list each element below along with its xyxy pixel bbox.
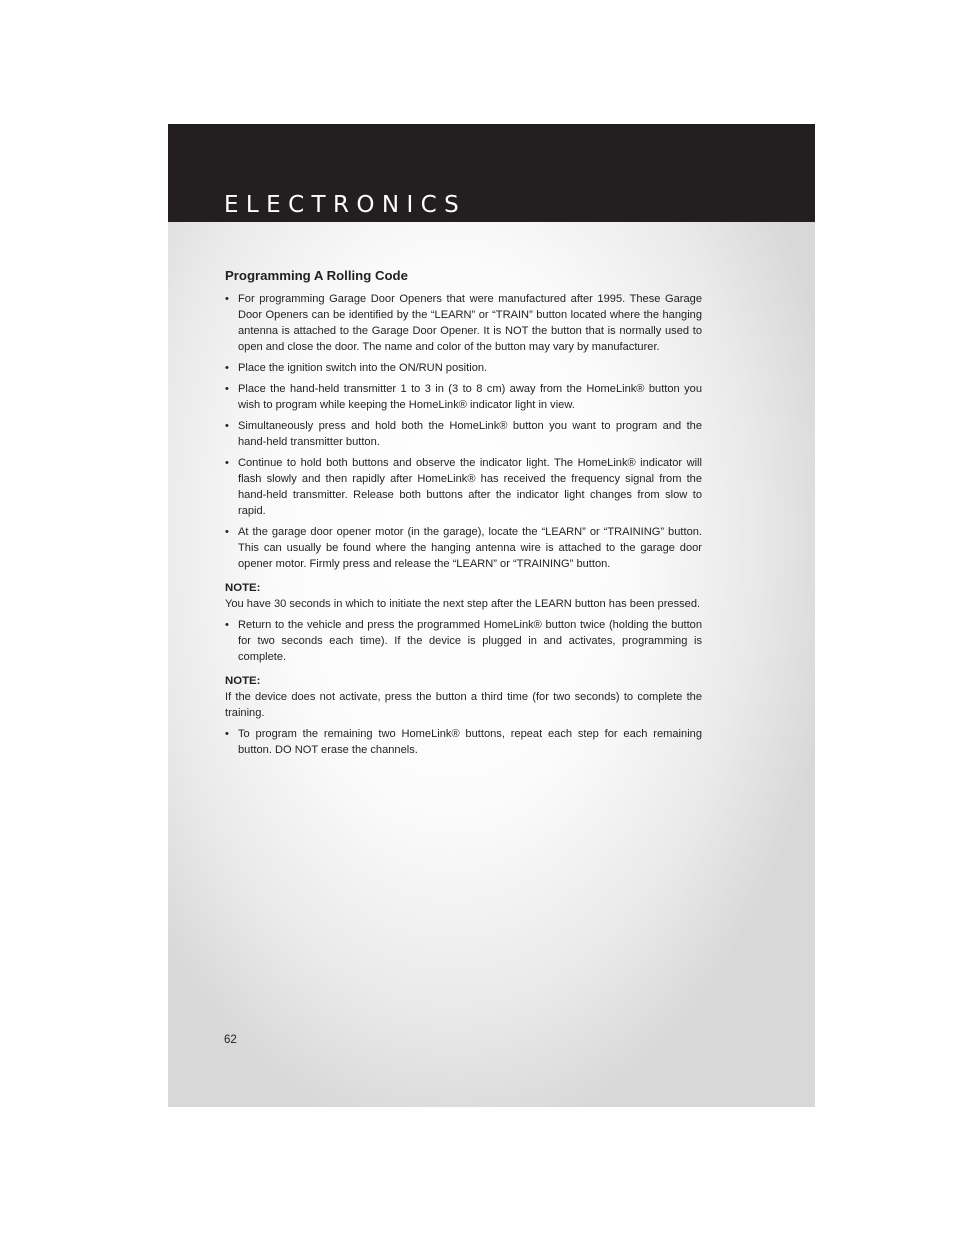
manual-page xyxy=(168,124,815,1107)
steps-list-2 xyxy=(225,617,702,665)
list-item: • Return to the vehicle and press the programmed HomeLink® button twice (holding the button for two seconds each time). If the device is plugged in and activates, programming is complete. xyxy=(225,617,702,665)
chapter-title: ELECTRONICS xyxy=(224,192,467,218)
list-item: • Place the hand-held transmitter 1 to 3 in (3 to 8 cm) away from the HomeLink® button you wish to program while keeping the HomeLink® indicator light in view. xyxy=(225,381,702,413)
note-label: NOTE: xyxy=(225,582,261,594)
list-item: • At the garage door opener motor (in the garage), locate the “LEARN” or “TRAINING” button. This can usually be found where the hanging antenna wire is attached to the garage door opener motor. Firmly press and release the “LEARN” or “TRAINING” button. xyxy=(225,524,702,572)
list-item: • Place the ignition switch into the ON/RUN position. xyxy=(225,360,702,376)
page-content xyxy=(225,267,702,763)
page-number: 62 xyxy=(224,1034,237,1046)
list-item: • For programming Garage Door Openers that were manufactured after 1995. These Garage Door Openers can be identified by the “LEARN” or “TRAIN” button located where the hanging antenna is attached to the Garage Door Opener. It is NOT the button that is normally used to open and close the door. The name and color of the button may vary by manufacturer. xyxy=(225,291,702,355)
list-item: • Continue to hold both buttons and observe the indicator light. The HomeLink® indicator will flash slowly and then rapidly after HomeLink® has received the frequency signal from the hand-held transmitter. Release both buttons after the indicator light changes from slow to rapid. xyxy=(225,455,702,519)
list-item: • To program the remaining two HomeLink® buttons, repeat each step for each remaining button. DO NOT erase the channels. xyxy=(225,726,702,758)
note-text: You have 30 seconds in which to initiate the next step after the LEARN button has been pressed. xyxy=(225,598,701,610)
note-label: NOTE: xyxy=(225,675,261,687)
list-item: • Simultaneously press and hold both the HomeLink® button you want to program and the hand-held transmitter button. xyxy=(225,418,702,450)
steps-list-1 xyxy=(225,291,702,572)
steps-list-3 xyxy=(225,726,702,758)
section-title: Programming A Rolling Code xyxy=(225,268,408,283)
chapter-header xyxy=(168,124,815,222)
note-text: If the device does not activate, press the button a third time (for two seconds) to complete the training. xyxy=(225,691,702,719)
